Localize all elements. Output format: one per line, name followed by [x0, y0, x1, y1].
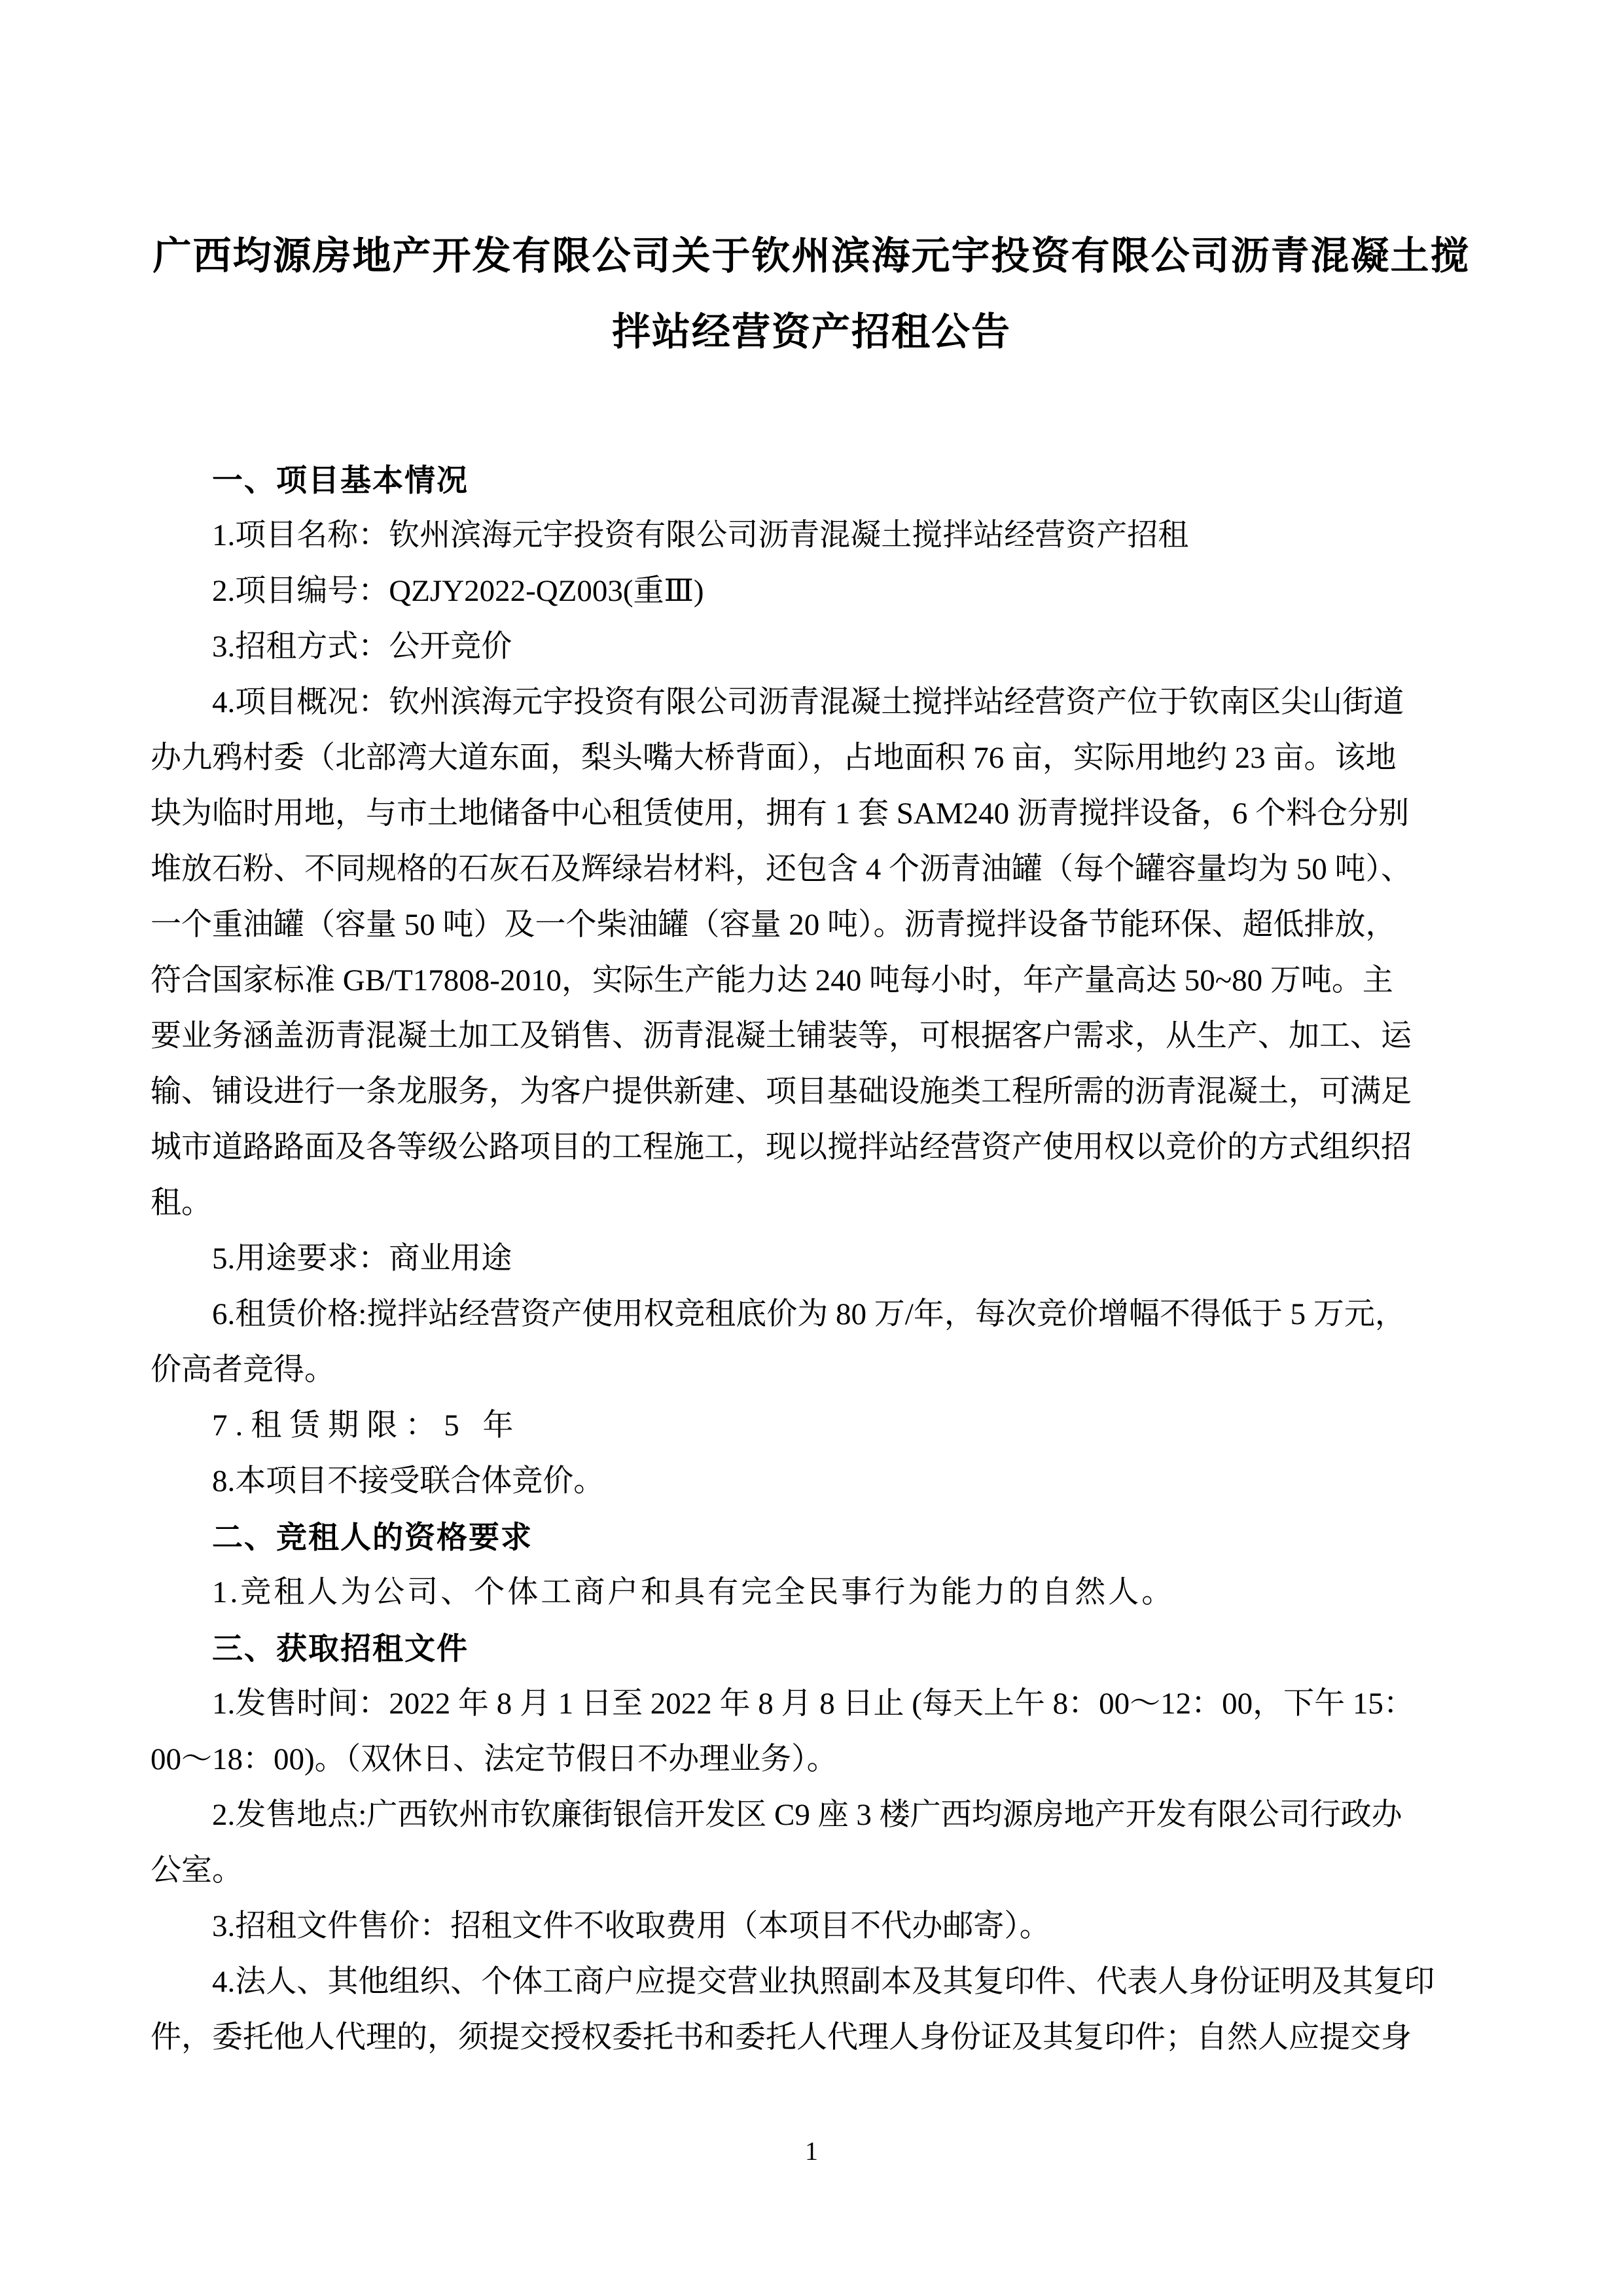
doc-line: 2.项目编号：QZJY2022-QZ003(重Ⅲ) — [212, 574, 704, 608]
section-heading-2: 二、竞租人的资格要求 — [212, 1520, 533, 1554]
doc-line: 城市道路路面及各等级公路项目的工程施工，现以搅拌站经营资产使用权以竞价的方式组织招 — [151, 1130, 1412, 1164]
section-heading-3: 三、获取招租文件 — [212, 1631, 469, 1666]
doc-line: 3.招租文件售价：招租文件不收取费用（本项目不代办邮寄）。 — [212, 1909, 1050, 1943]
doc-line: 1.发售时间：2022 年 8 月 1 日至 2022 年 8 月 8 日止 (每天上午 8：00～12：00，下午 15： — [212, 1687, 1414, 1721]
document-body — [151, 452, 1472, 2066]
doc-line: 5.用途要求：商业用途 — [212, 1242, 512, 1276]
document-title-line-2: 拌站经营资产招租公告 — [611, 310, 1011, 353]
doc-line: 租。 — [151, 1186, 212, 1220]
document-title — [151, 218, 1472, 370]
doc-line: 00～18：00)。（双休日、法定节假日不办理业务）。 — [151, 1742, 838, 1776]
doc-line: 办九鸦村委（北部湾大道东面，梨头嘴大桥背面），占地面积 76 亩，实际用地约 23 亩。该地 — [151, 741, 1397, 775]
doc-line: 一个重油罐（容量 50 吨）及一个柴油罐（容量 20 吨）。沥青搅拌设备节能环保、超低排放， — [151, 908, 1397, 942]
doc-line: 件，委托他人代理的，须提交授权委托书和委托人代理人身份证及其复印件；自然人应提交身 — [151, 2020, 1412, 2054]
doc-line: 2.发售地点:广西钦州市钦廉街银信开发区 C9 座 3 楼广西均源房地产开发有限公司行政办 — [212, 1798, 1402, 1832]
doc-line: 公室。 — [151, 1854, 243, 1888]
document-title-line-1: 广西均源房地产开发有限公司关于钦州滨海元宇投资有限公司沥青混凝土搅 — [152, 234, 1471, 278]
doc-line: 1.项目名称：钦州滨海元宇投资有限公司沥青混凝土搅拌站经营资产招租 — [212, 518, 1189, 552]
doc-line: 块为临时用地，与市土地储备中心租赁使用，拥有 1 套 SAM240 沥青搅拌设备，6 个料仓分别 — [151, 797, 1410, 831]
doc-line: 6.租赁价格:搅拌站经营资产使用权竞租底价为 80 万/年，每次竞价增幅不得低于 5 万元， — [212, 1297, 1406, 1331]
doc-line: 4.法人、其他组织、个体工商户应提交营业执照副本及其复印件、代表人身份证明及其复印 — [212, 1965, 1435, 1999]
doc-line: 堆放石粉、不同规格的石灰石及辉绿岩材料，还包含 4 个沥青油罐（每个罐容量均为 50 吨）、 — [151, 852, 1412, 886]
doc-line: 7.租赁期限：5 年 — [212, 1408, 522, 1443]
doc-line: 符合国家标准 GB/T17808-2010，实际生产能力达 240 吨每小时，年产量高达 50~80 万吨。主 — [151, 963, 1393, 997]
doc-line: 1.竞租人为公司、个体工商户和具有完全民事行为能力的自然人。 — [212, 1575, 1175, 1609]
section-heading-1: 一、项目基本情况 — [212, 463, 469, 497]
doc-line: 价高者竞得。 — [151, 1353, 335, 1387]
doc-line: 4.项目概况：钦州滨海元宇投资有限公司沥青混凝土搅拌站经营资产位于钦南区尖山街道 — [212, 685, 1404, 719]
doc-line: 8.本项目不接受联合体竞价。 — [212, 1464, 605, 1498]
doc-line: 要业务涵盖沥青混凝土加工及销售、沥青混凝土铺装等，可根据客户需求，从生产、加工、运 — [151, 1019, 1412, 1053]
doc-line: 输、铺设进行一条龙服务，为客户提供新建、项目基础设施类工程所需的沥青混凝土，可满足 — [151, 1075, 1412, 1109]
doc-line: 3.招租方式：公开竞价 — [212, 630, 512, 664]
page-number: 1 — [805, 2136, 818, 2166]
